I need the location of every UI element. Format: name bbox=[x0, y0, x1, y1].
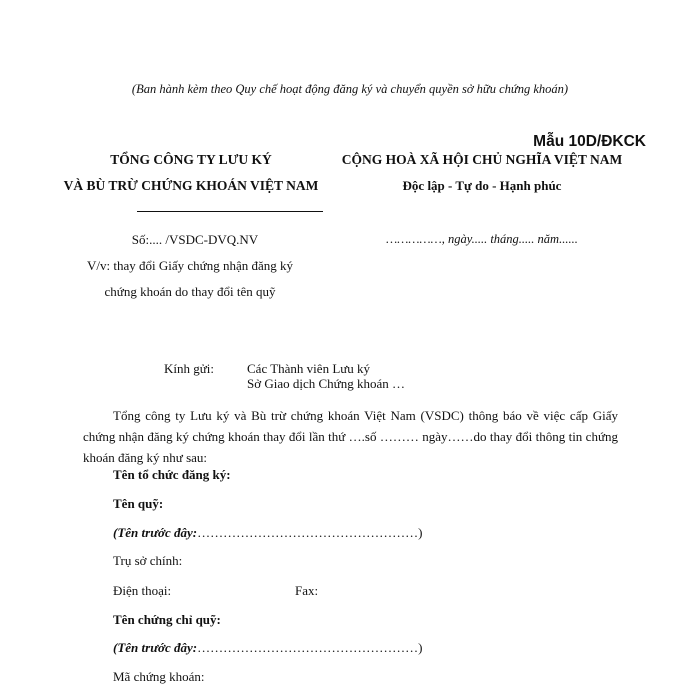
organization-name-line1: TỔNG CÔNG TY LƯU KÝ bbox=[110, 152, 272, 167]
certificate-previous-name-label: (Tên trước đây: bbox=[113, 640, 198, 655]
date-line: ……………, ngày..... tháng..... năm...... bbox=[386, 232, 578, 246]
header-divider bbox=[137, 211, 323, 212]
document-number: Số:.... /VSDC-DVQ.NV bbox=[131, 232, 259, 247]
certificate-name-field: Tên chứng chỉ quỹ: bbox=[113, 612, 221, 627]
head-office-field: Trụ sở chính: bbox=[113, 553, 183, 568]
certificate-previous-name-blank: ……………………………………………) bbox=[197, 640, 423, 655]
registrant-field: Tên tổ chức đăng ký: bbox=[113, 467, 231, 482]
organization-name-line2: VÀ BÙ TRỪ CHỨNG KHOÁN VIỆT NAM bbox=[63, 178, 319, 193]
nation-title: CỘNG HOÀ XÃ HỘI CHỦ NGHĨA VIỆT NAM bbox=[341, 152, 623, 167]
phone-field: Điện thoại: bbox=[113, 583, 172, 598]
fund-name-field: Tên quỹ: bbox=[113, 496, 164, 511]
fund-previous-name-field bbox=[113, 525, 422, 541]
body-paragraph bbox=[83, 405, 618, 468]
recipient-label: Kính gửi: bbox=[164, 361, 215, 376]
national-motto: Độc lập - Tự do - Hạnh phúc bbox=[402, 178, 562, 193]
fax-field: Fax: bbox=[295, 583, 319, 598]
fund-previous-name-blank: ……………………………………………) bbox=[197, 525, 423, 540]
body-text: Tổng công ty Lưu ký và Bù trừ chứng khoán Việt Nam (VSDC) thông báo về việc cấp Giấy chứng nhận đăng ký chứng khoán thay đổi lần thứ ….số ……… ngày……do thay đổi thông tin chứng khoán đăng ký như sau: bbox=[83, 408, 618, 465]
security-code-field: Mã chứng khoán: bbox=[113, 669, 205, 684]
subject-line-1: V/v: thay đổi Giấy chứng nhận đăng ký bbox=[87, 258, 293, 273]
form-code: Mẫu 10D/ĐKCK bbox=[533, 133, 646, 150]
recipient-2: Sở Giao dịch Chứng khoán … bbox=[247, 376, 405, 391]
fund-previous-name-label: (Tên trước đây: bbox=[113, 525, 198, 540]
certificate-previous-name-field bbox=[113, 640, 422, 656]
regulation-note: (Ban hành kèm theo Quy chế hoạt động đăng ký và chuyển quyền sở hữu chứng khoán) bbox=[131, 82, 569, 96]
recipient-1: Các Thành viên Lưu ký bbox=[247, 361, 371, 376]
subject-line-2: chứng khoán do thay đổi tên quỹ bbox=[104, 284, 276, 299]
